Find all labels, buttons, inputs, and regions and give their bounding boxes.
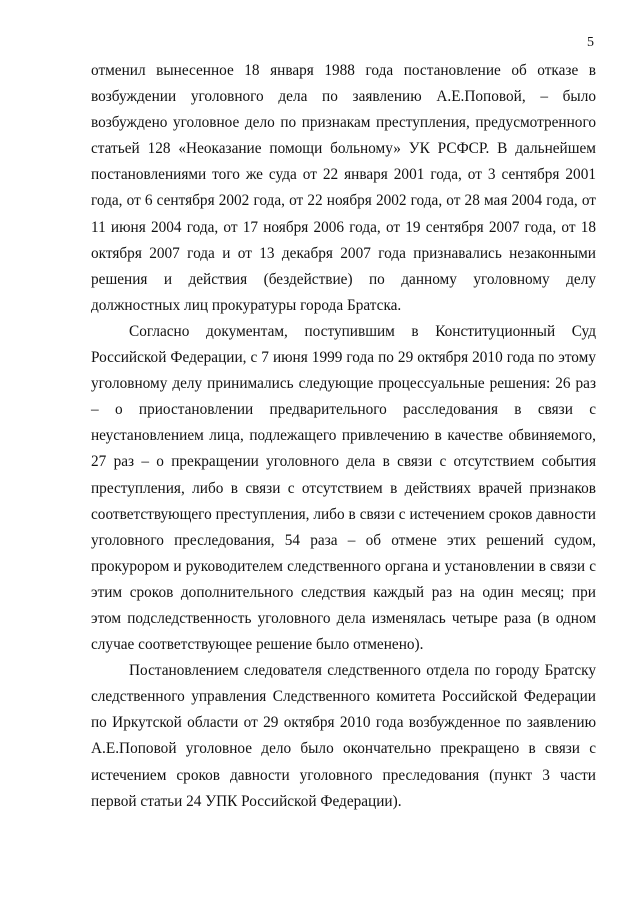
paragraph-1: отменил вынесенное 18 января 1988 года постановление об отказе в возбуждении уголовного дела по заявлению А.Е.Поповой, – было возбуждено уголовное дело по признакам преступления, предусмотренного статьей 128 «Неоказание помощи больному» УК РСФСР. В дальнейшем постановлениями того же суда от 22 января 2001 года, от 3 сентября 2001 года, от 6 сентября 2002 года, от 22 ноября 2002 года, от 28 мая 2004 года, от 11 июня 2004 года, от 17 ноября 2006 года, от 19 сентября 2007 года, от 18 октября 2007 года и от 13 декабря 2007 года признавались незаконными решения и действия (бездействие) по данному уголовному делу должностных лиц прокуратуры города Братска. xyxy=(91,62,596,314)
paragraph-2: Согласно документам, поступившим в Конституционный Суд Российской Федерации, с 7 июня 1999 года по 29 октября 2010 года по этому уголовному делу принимались следующие процессуальные решения: 26 раз – о приостановлении предварительного расследования в связи с неустановлением лица, подлежащего привлечению в качестве обвиняемого, 27 раз – о прекращении уголовного дела в связи с отсутствием события преступления, либо в связи с отсутствием в действиях врачей признаков соответствующего преступления, либо в связи с истечением сроков давности уголовного преследования, 54 раза – об отмене этих решений судом, прокурором и руководителем следственного органа и установлении в связи с этим сроков дополнительного следствия каждый раз на один месяц; при этом подследственность уголовного дела изменялась четыре раза (в одном случае соответствующее решение было отменено). xyxy=(91,322,596,654)
paragraph-3: Постановлением следователя следственного отдела по городу Братску следственного управления Следственного комитета Российской Федерации по Иркутской области от 29 октября 2010 года возбужденное по заявлению А.Е.Поповой уголовное дело было окончательно прекращено в связи с истечением сроков давности уголовного преследования (пункт 3 части первой статьи 24 УПК Российской Федерации). xyxy=(91,662,596,810)
page-number: 5 xyxy=(587,35,594,50)
document-body xyxy=(91,58,596,815)
